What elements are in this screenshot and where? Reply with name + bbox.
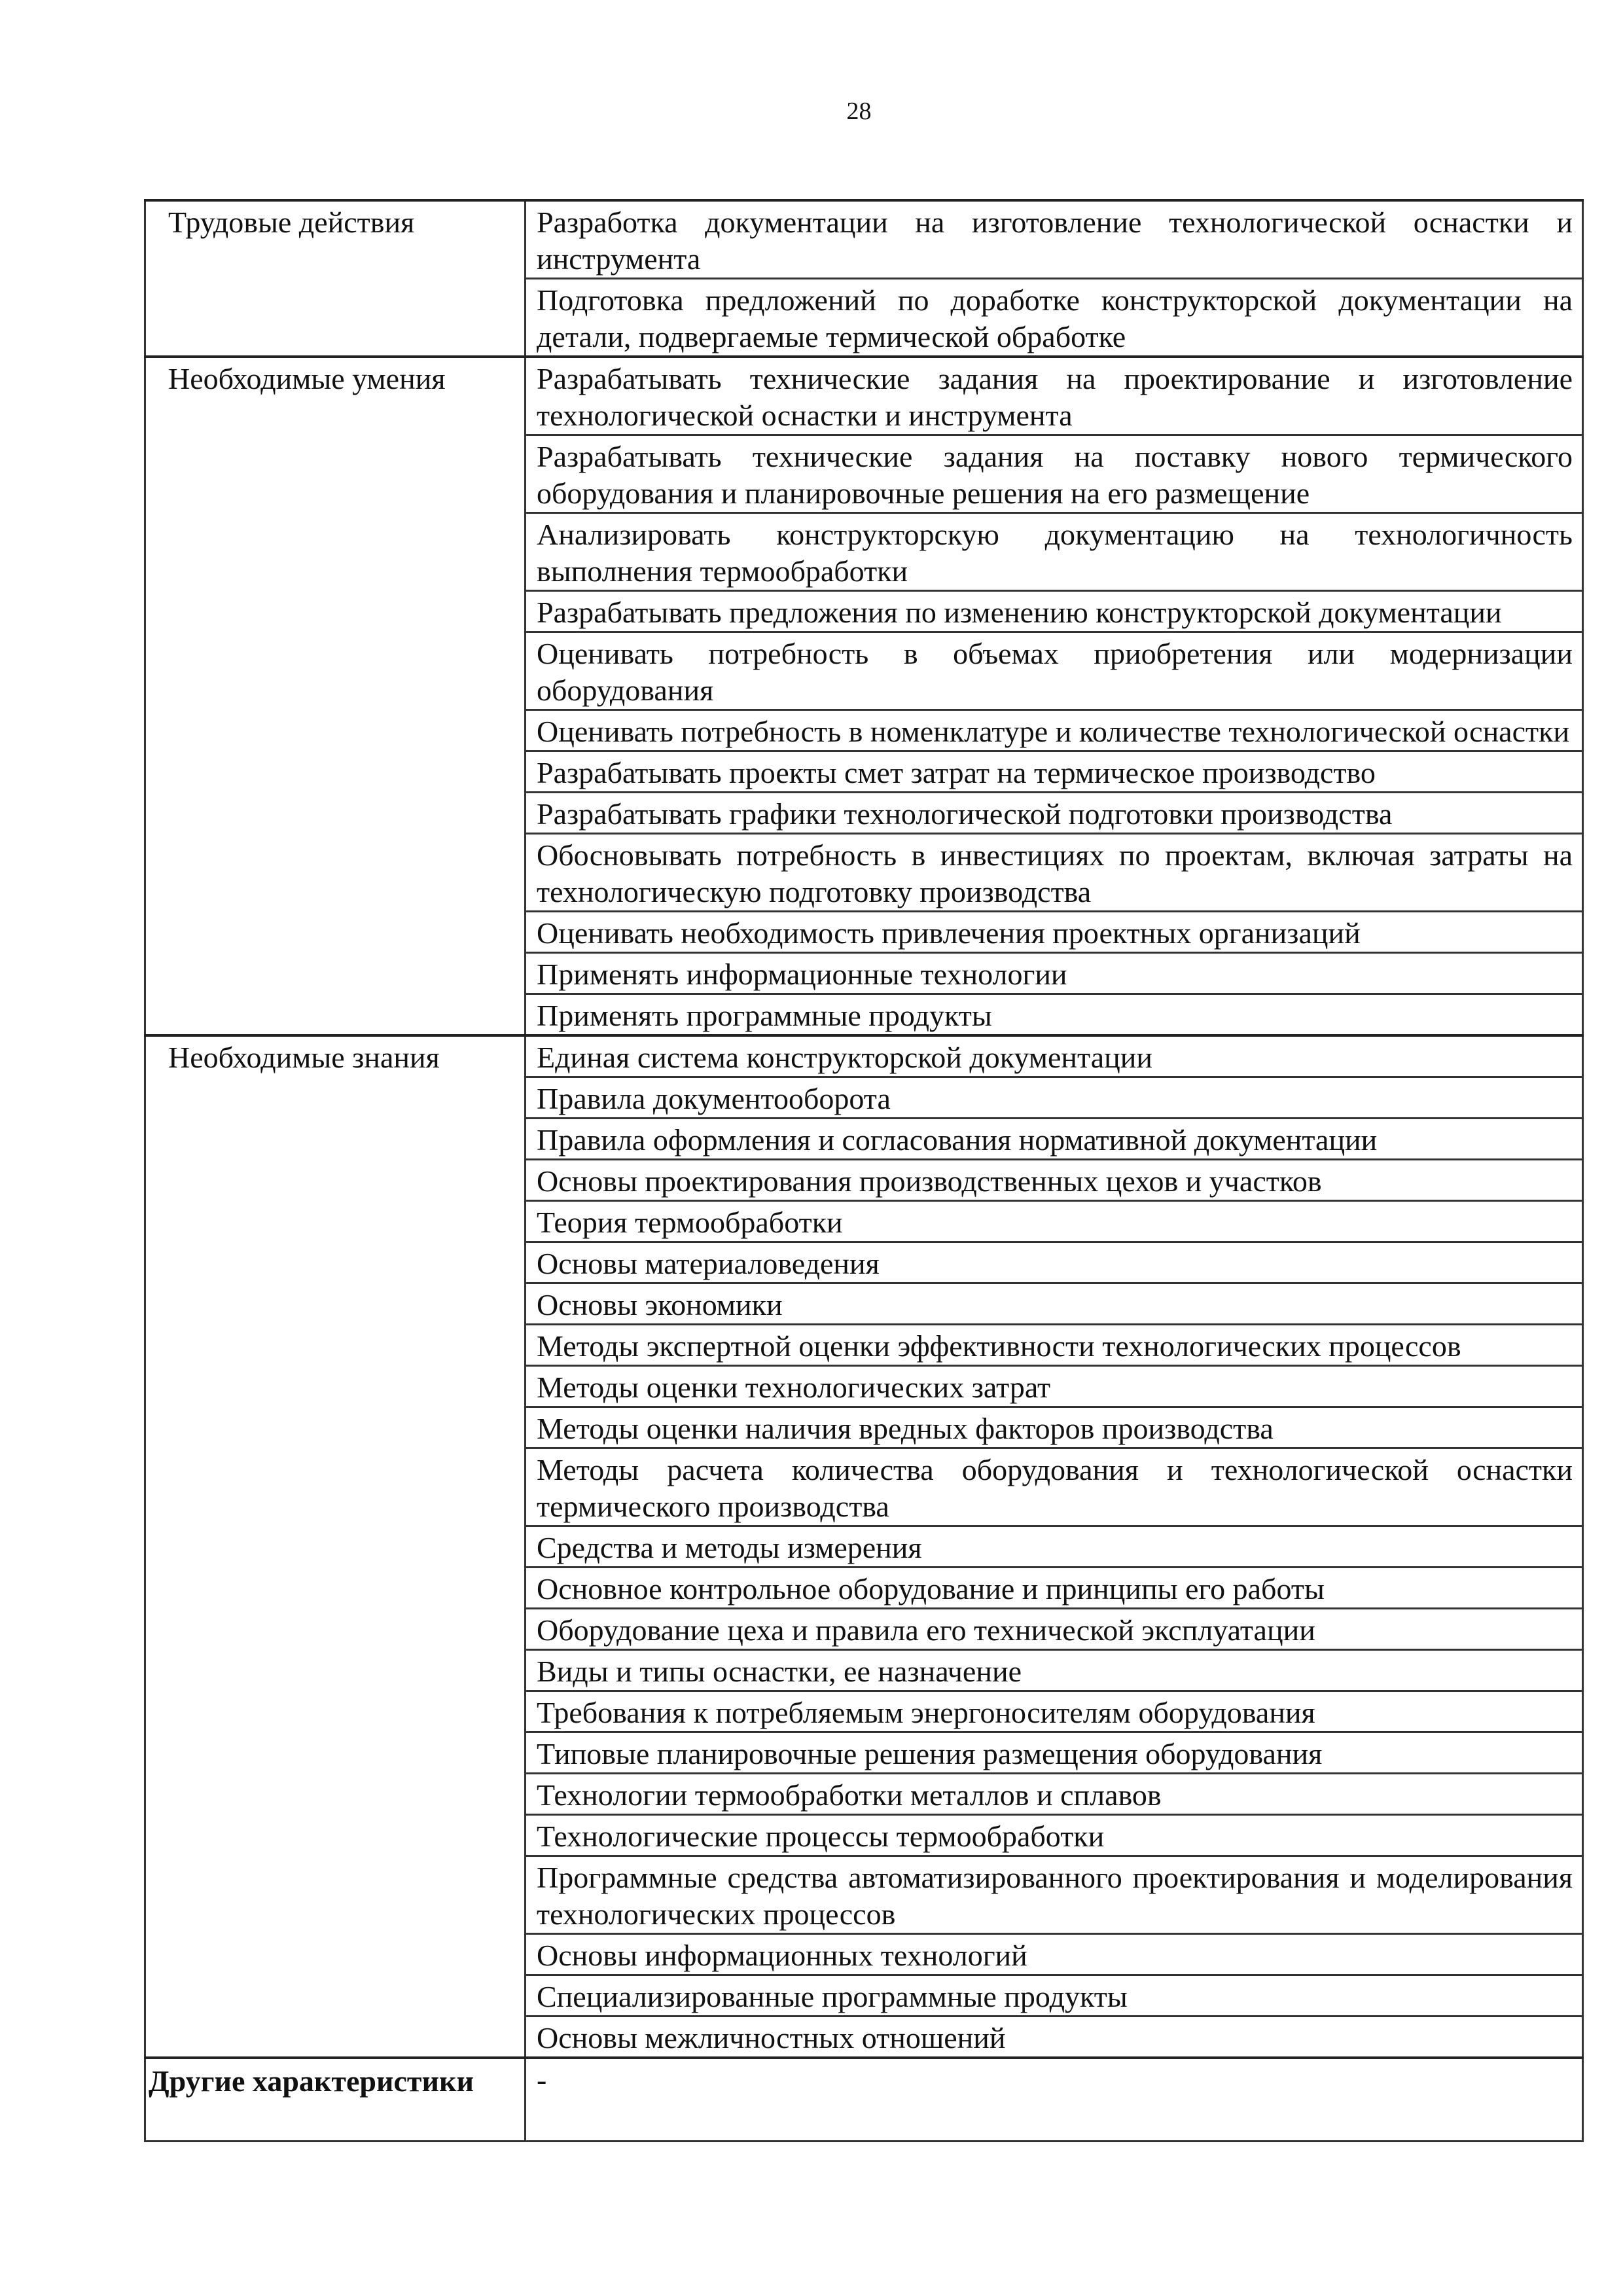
knowledge-item: Основы проектирования производственных цехов и участков — [526, 1160, 1583, 1201]
knowledge-label: Необходимые знания — [145, 1035, 526, 2058]
knowledge-item: Технологии термообработки металлов и сплавов — [526, 1774, 1583, 1815]
page-number: 28 — [846, 98, 872, 125]
other-characteristics-row — [145, 2058, 1583, 2142]
other-characteristics-value: - — [526, 2058, 1583, 2142]
skills-item: Оценивать необходимость привлечения проектных организаций — [526, 912, 1583, 953]
skills-item: Оценивать потребность в объемах приобретения или модернизации оборудования — [526, 632, 1583, 710]
skills-item: Разрабатывать графики технологической подготовки производства — [526, 793, 1583, 834]
knowledge-item: Требования к потребляемым энергоносителям оборудования — [526, 1691, 1583, 1732]
knowledge-row — [145, 1035, 1583, 1077]
skills-label: Необходимые умения — [145, 357, 526, 1035]
skills-item: Применять информационные технологии — [526, 953, 1583, 994]
knowledge-item: Единая система конструкторской документации — [526, 1035, 1583, 1077]
skills-item: Разрабатывать предложения по изменению конструкторской документации — [526, 591, 1583, 632]
work-actions-label: Трудовые действия — [145, 200, 526, 357]
knowledge-item: Специализированные программные продукты — [526, 1975, 1583, 2017]
knowledge-item: Основное контрольное оборудование и принципы его работы — [526, 1568, 1583, 1609]
knowledge-item: Методы расчета количества оборудования и технологической оснастки термического производства — [526, 1448, 1583, 1526]
knowledge-item: Типовые планировочные решения размещения оборудования — [526, 1732, 1583, 1774]
knowledge-item: Методы оценки технологических затрат — [526, 1366, 1583, 1407]
knowledge-item: Правила документооборота — [526, 1077, 1583, 1119]
work-actions-item: Подготовка предложений по доработке конструкторской документации на детали, подвергаемые термической обработке — [526, 279, 1583, 357]
other-characteristics-label: Другие характеристики — [145, 2058, 526, 2142]
knowledge-item: Средства и методы измерения — [526, 1526, 1583, 1568]
knowledge-item: Методы оценки наличия вредных факторов производства — [526, 1407, 1583, 1448]
knowledge-item: Правила оформления и согласования нормативной документации — [526, 1119, 1583, 1160]
skills-item: Обосновывать потребность в инвестициях по проектам, включая затраты на технологическую подготовку производства — [526, 834, 1583, 912]
skills-item: Оценивать потребность в номенклатуре и количестве технологической оснастки — [526, 710, 1583, 751]
knowledge-item: Теория термообработки — [526, 1201, 1583, 1242]
knowledge-item: Основы межличностных отношений — [526, 2017, 1583, 2058]
skills-row — [145, 357, 1583, 435]
knowledge-item: Основы материаловедения — [526, 1242, 1583, 1283]
skills-item: Применять программные продукты — [526, 994, 1583, 1036]
qualification-table — [144, 199, 1584, 2142]
knowledge-item: Программные средства автоматизированного проектирования и моделирования технологических процессов — [526, 1856, 1583, 1934]
skills-item: Анализировать конструкторскую документацию на технологичность выполнения термообработки — [526, 513, 1583, 591]
knowledge-item: Виды и типы оснастки, ее назначение — [526, 1650, 1583, 1691]
skills-item: Разрабатывать проекты смет затрат на термическое производство — [526, 751, 1583, 793]
skills-item: Разрабатывать технические задания на поставку нового термического оборудования и планировочные решения на его размещение — [526, 435, 1583, 513]
knowledge-item: Основы информационных технологий — [526, 1934, 1583, 1975]
knowledge-item: Методы экспертной оценки эффективности технологических процессов — [526, 1325, 1583, 1366]
work-actions-row — [145, 200, 1583, 279]
work-actions-item: Разработка документации на изготовление технологической оснастки и инструмента — [526, 200, 1583, 279]
knowledge-item: Оборудование цеха и правила его технической эксплуатации — [526, 1609, 1583, 1650]
skills-item: Разрабатывать технические задания на проектирование и изготовление технологической оснастки и инструмента — [526, 357, 1583, 435]
knowledge-item: Технологические процессы термообработки — [526, 1815, 1583, 1856]
knowledge-item: Основы экономики — [526, 1283, 1583, 1325]
